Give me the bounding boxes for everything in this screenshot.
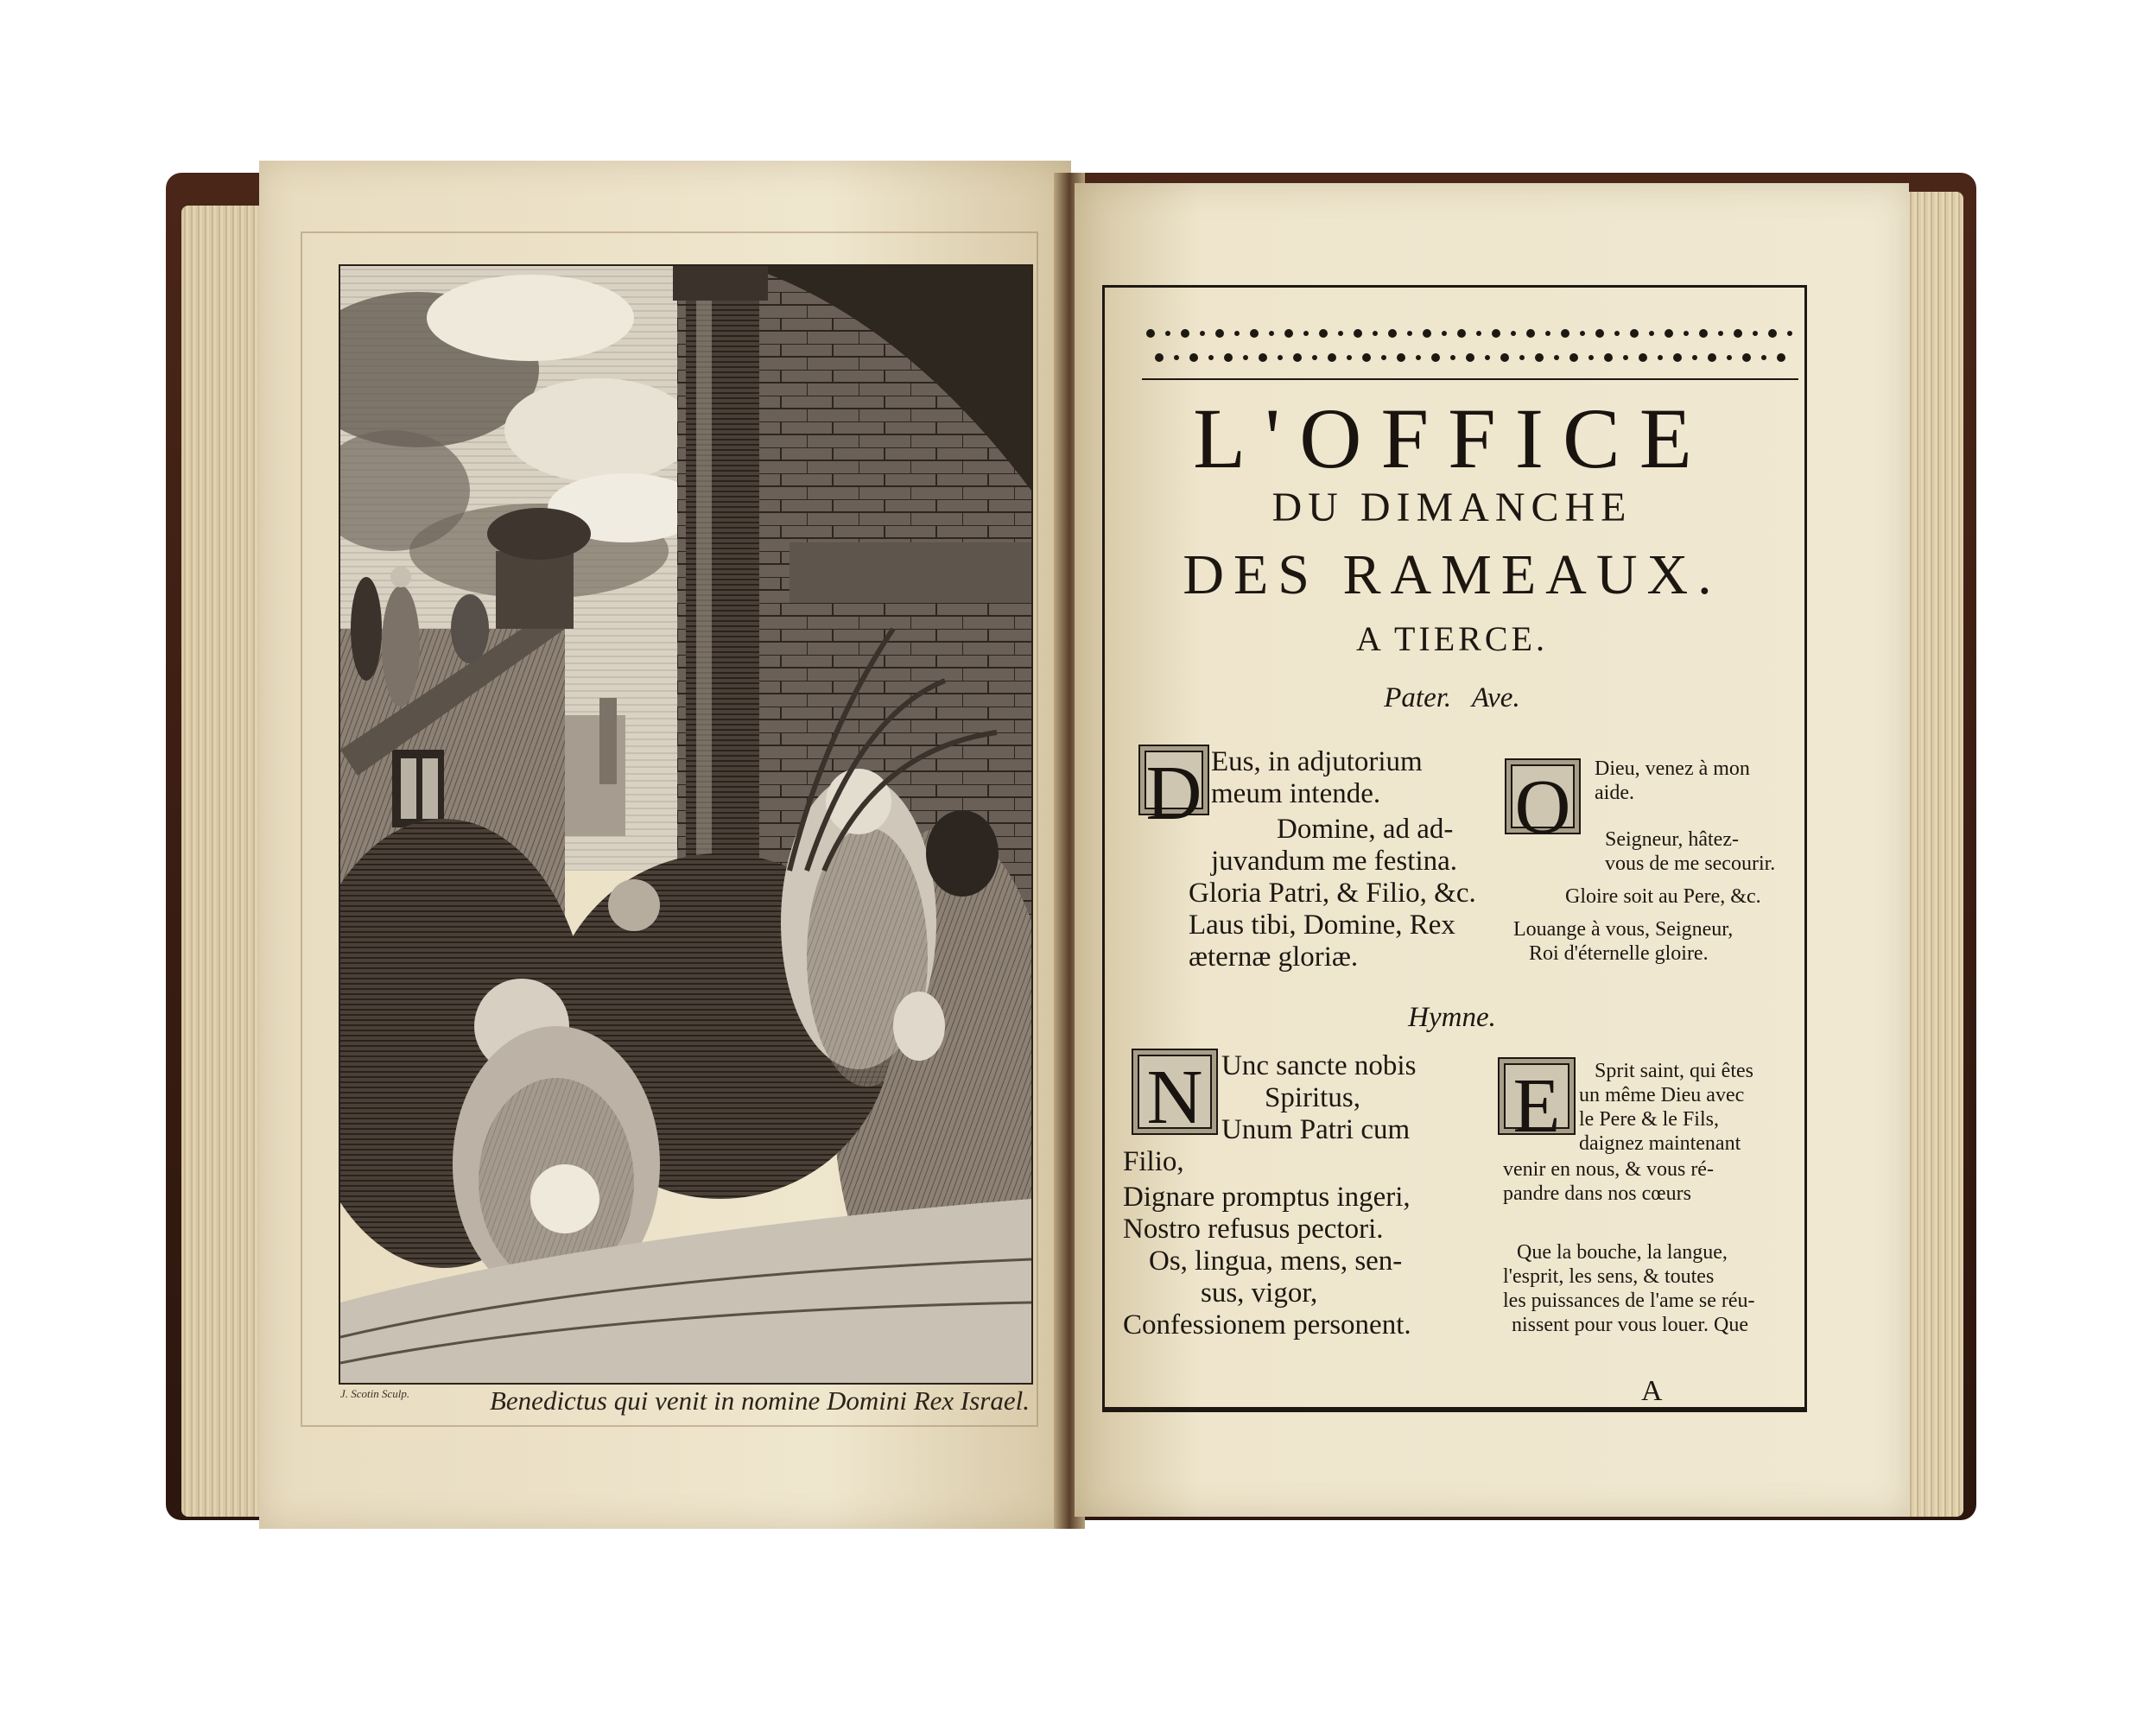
latin-line: Nostro refusus pectori. <box>1123 1214 1384 1245</box>
french-line: Dieu, venez à mon <box>1595 757 1750 780</box>
french-line: Sprit saint, qui êtes <box>1595 1060 1753 1082</box>
drop-cap-n <box>1132 1049 1218 1140</box>
hymn-french-cont <box>1503 1157 1755 1337</box>
french-line: les puissances de l'ame se réu- <box>1503 1290 1755 1312</box>
title-tierce: A TIERCE. <box>1356 619 1548 658</box>
drop-cap-o <box>1505 758 1581 850</box>
drop-cap-letter: D <box>1145 751 1202 836</box>
french-verses <box>1595 757 1750 805</box>
latin-line: juvandum me festina. <box>1211 846 1458 877</box>
ornamental-border <box>1142 318 1798 380</box>
latin-line: Domine, ad ad- <box>1277 814 1454 845</box>
french-line: Gloire soit au Pere, &c. <box>1565 885 1761 908</box>
drop-cap-d <box>1138 745 1209 836</box>
latin-line: æternæ gloriæ. <box>1189 941 1359 973</box>
latin-line: Unc sancte nobis <box>1221 1050 1417 1081</box>
french-line: vous de me secourir. <box>1605 852 1776 875</box>
latin-line: Unum Patri cum <box>1221 1114 1411 1145</box>
hymn-rubric: Hymne. <box>1408 1002 1496 1033</box>
latin-line: meum intende. <box>1211 778 1381 809</box>
drop-cap-letter: E <box>1512 1063 1561 1149</box>
latin-line: Confessionem personent. <box>1123 1309 1411 1341</box>
latin-verses-cont <box>1145 814 1476 973</box>
french-line: venir en nous, & vous ré- <box>1503 1158 1714 1181</box>
french-line: pandre dans nos cœurs <box>1503 1182 1691 1205</box>
signature-mark: A <box>1641 1375 1663 1407</box>
page-edges-left <box>181 206 268 1517</box>
pater-ave-rubric: Pater. Ave. <box>1384 682 1520 713</box>
engraver-signature: J. Scotin Sculp. <box>340 1387 410 1400</box>
french-line: Que la bouche, la langue, <box>1517 1241 1728 1264</box>
latin-line: Eus, in adjutorium <box>1211 746 1423 777</box>
french-line: nissent pour vous louer. Que <box>1512 1314 1748 1336</box>
drop-cap-letter: N <box>1146 1055 1203 1140</box>
latin-line: sus, vigor, <box>1201 1277 1318 1309</box>
french-line: un même Dieu avec <box>1579 1084 1745 1106</box>
french-line: daignez maintenant <box>1579 1132 1741 1155</box>
french-line: Louange à vous, Seigneur, <box>1513 918 1734 941</box>
drop-cap-letter: O <box>1514 764 1571 850</box>
title-rameaux: DES RAMEAUX. <box>1183 543 1722 606</box>
french-verses-cont <box>1513 827 1775 966</box>
french-line: Roi d'éternelle gloire. <box>1529 942 1709 965</box>
title-dimanche: DU DIMANCHE <box>1271 485 1633 530</box>
hymn-latin <box>1221 1050 1416 1146</box>
french-line: Seigneur, hâtez- <box>1605 828 1739 851</box>
latin-line: Os, lingua, mens, sen- <box>1149 1245 1403 1277</box>
french-line: le Pere & le Fils, <box>1579 1108 1719 1131</box>
french-line: aide. <box>1595 782 1634 804</box>
latin-verses <box>1211 746 1423 810</box>
engraving-illustration <box>339 264 1033 1385</box>
french-line: l'esprit, les sens, & toutes <box>1503 1265 1715 1288</box>
latin-line: Spiritus, <box>1265 1082 1360 1113</box>
latin-line: Filio, <box>1123 1146 1184 1177</box>
engraving-caption: Benedictus qui venit in nomine Domini Rex Israel. <box>489 1385 1030 1416</box>
hymn-french <box>1579 1059 1753 1156</box>
hymn-latin-cont <box>1123 1146 1411 1341</box>
drop-cap-e <box>1498 1057 1576 1149</box>
latin-line: Laus tibi, Domine, Rex <box>1189 910 1455 941</box>
bottom-rule <box>1102 1410 1807 1412</box>
title-office: L'OFFICE <box>1193 390 1711 486</box>
latin-line: Gloria Patri, & Filio, &c. <box>1189 878 1476 909</box>
latin-line: Dignare promptus ingeri, <box>1123 1182 1411 1213</box>
